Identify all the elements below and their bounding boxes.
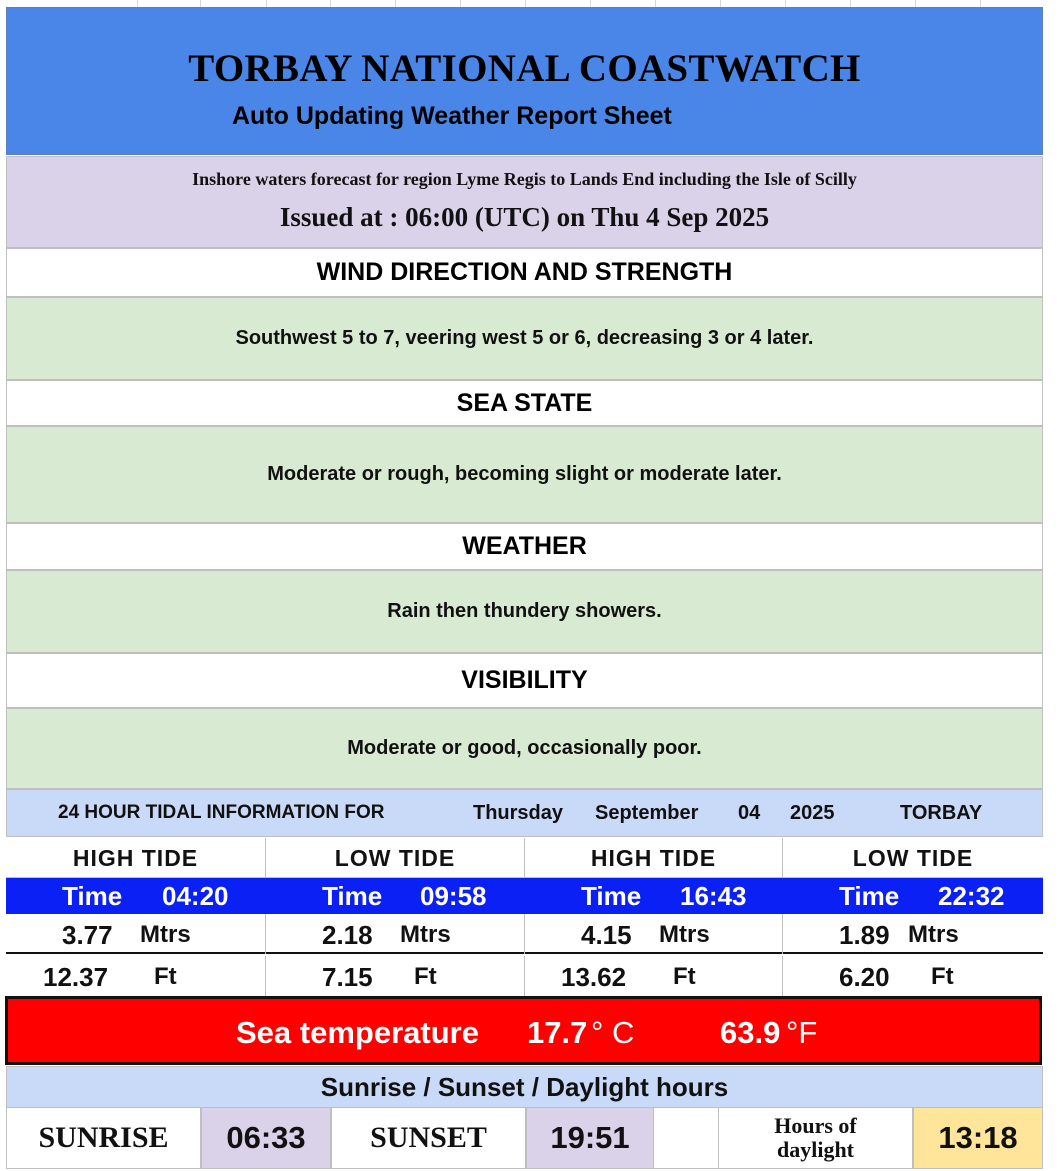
- tidal-month: September: [595, 802, 699, 824]
- forecast-region: Inshore waters forecast for region Lyme Regis to Lands End including the Isle of Scilly: [192, 169, 857, 189]
- forecast-issue-panel: [6, 156, 1043, 248]
- tidal-label: 24 HOUR TIDAL INFORMATION FOR: [58, 802, 385, 823]
- wind-text: Southwest 5 to 7, veering west 5 or 6, decreasing 3 or 4 later.: [6, 297, 1043, 380]
- feet-unit: Ft: [414, 963, 437, 990]
- celsius-unit: ° C: [591, 1015, 635, 1050]
- weather-heading: WEATHER: [6, 523, 1043, 570]
- tide-type: HIGH TIDE: [525, 838, 783, 878]
- metres-unit: Mtrs: [908, 921, 959, 948]
- tide-time-value: 16:43: [680, 881, 747, 911]
- tide-type: LOW TIDE: [266, 838, 525, 878]
- forecast-issued-time: Issued at : 06:00 (UTC) on Thu 4 Sep 2025: [279, 202, 770, 232]
- metres-unit: Mtrs: [659, 921, 710, 948]
- tide-time-label: Time: [581, 881, 642, 911]
- weather-text: Rain then thundery showers.: [6, 570, 1043, 653]
- sea-state-heading: SEA STATE: [6, 380, 1043, 426]
- tidal-date: 04: [738, 802, 761, 824]
- tidal-year: 2025: [790, 802, 835, 824]
- sun-heading: Sunrise / Sunset / Daylight hours: [6, 1066, 1043, 1108]
- tide-height-metres: 4.15: [581, 920, 632, 950]
- tide-feet-row: [6, 956, 1043, 996]
- tide-type-row: [6, 838, 1043, 878]
- sea-temperature-fahrenheit: 63.9: [720, 1015, 781, 1050]
- metres-unit: Mtrs: [140, 921, 191, 948]
- report-subtitle: Auto Updating Weather Report Sheet: [232, 102, 672, 130]
- tide-time-row: [6, 878, 1043, 914]
- tidal-day: Thursday: [473, 802, 564, 824]
- sun-times-row: [6, 1107, 1043, 1169]
- tide-height-metres: 1.89: [839, 920, 890, 950]
- report-title: TORBAY NATIONAL COASTWATCH: [188, 47, 861, 90]
- sea-temperature-panel: [5, 996, 1042, 1065]
- tide-time-label: Time: [62, 881, 123, 911]
- tide-metres-row: [6, 914, 1043, 954]
- daylight-label: Hours of daylight: [718, 1107, 913, 1169]
- tide-time-value: 22:32: [938, 881, 1005, 911]
- tide-type: LOW TIDE: [852, 844, 974, 871]
- sea-temperature-celsius: 17.7: [527, 1015, 588, 1050]
- tide-height-feet: 12.37: [43, 962, 109, 992]
- tide-time-value: 09:58: [420, 881, 487, 911]
- sunset-label: SUNSET: [331, 1107, 526, 1169]
- metres-unit: Mtrs: [400, 921, 451, 948]
- feet-unit: Ft: [154, 963, 177, 990]
- tide-height-feet: 6.20: [839, 962, 890, 992]
- tide-time-label: Time: [839, 881, 900, 911]
- tide-time-value: 04:20: [162, 881, 229, 911]
- sunset-time: 19:51: [526, 1107, 654, 1169]
- tide-time-label: Time: [322, 881, 383, 911]
- spacer-cell: [654, 1107, 718, 1169]
- tide-type: HIGH TIDE: [6, 838, 266, 878]
- tide-height-metres: 3.77: [62, 920, 113, 950]
- tide-height-feet: 13.62: [561, 962, 627, 992]
- sunrise-label: SUNRISE: [6, 1107, 201, 1169]
- sea-state-text: Moderate or rough, becoming slight or moderate later.: [6, 426, 1043, 523]
- feet-unit: Ft: [931, 963, 954, 990]
- visibility-text: Moderate or good, occasionally poor.: [6, 708, 1043, 789]
- tide-height-feet: 7.15: [322, 962, 373, 992]
- sea-temperature-label: Sea temperature: [236, 1015, 479, 1050]
- tidal-info-bar: [6, 789, 1043, 837]
- visibility-heading: VISIBILITY: [6, 653, 1043, 708]
- tide-height-metres: 2.18: [322, 920, 373, 950]
- daylight-hours: 13:18: [913, 1107, 1043, 1169]
- wind-heading: WIND DIRECTION AND STRENGTH: [6, 248, 1043, 297]
- feet-unit: Ft: [673, 963, 696, 990]
- sunrise-time: 06:33: [201, 1107, 331, 1169]
- fahrenheit-unit: °F: [786, 1015, 818, 1050]
- report-header: [6, 7, 1043, 155]
- tidal-location: TORBAY: [900, 802, 983, 824]
